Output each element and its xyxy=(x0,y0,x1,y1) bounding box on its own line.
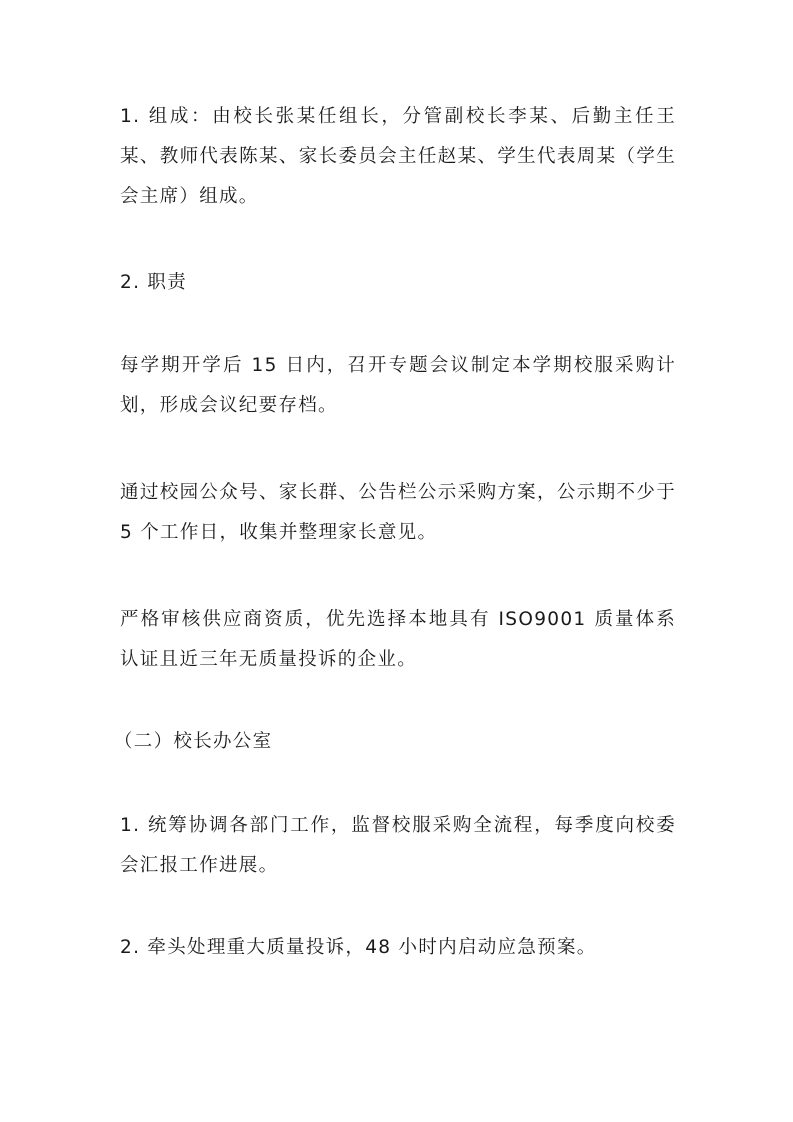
paragraph-meeting-plan: 每学期开学后 15 日内，召开专题会议制定本学期校服采购计划，形成会议纪要存档。 xyxy=(120,355,676,416)
paragraph-complaint-handling: 2. 牵头处理重大质量投诉，48 小时内启动应急预案。 xyxy=(120,937,597,958)
paragraph-duties-heading: 2. 职责 xyxy=(120,272,188,293)
section-heading-principal-office: （二）校长办公室 xyxy=(114,731,273,752)
paragraph-coordination: 1. 统筹协调各部门工作，监督校服采购全流程，每季度向校委会汇报工作进展。 xyxy=(120,815,676,876)
paragraph-composition: 1. 组成：由校长张某任组长，分管副校长李某、后勤主任王某、教师代表陈某、家长委员会主任赵某、学生代表周某（学生会主席）组成。 xyxy=(120,106,676,207)
paragraph-supplier-review: 严格审核供应商资质，优先选择本地具有 ISO9001 质量体系认证且近三年无质量投诉的企业。 xyxy=(120,609,676,670)
paragraph-public-notice: 通过校园公众号、家长群、公告栏公示采购方案，公示期不少于 5 个工作日，收集并整理家长意见。 xyxy=(120,482,676,543)
